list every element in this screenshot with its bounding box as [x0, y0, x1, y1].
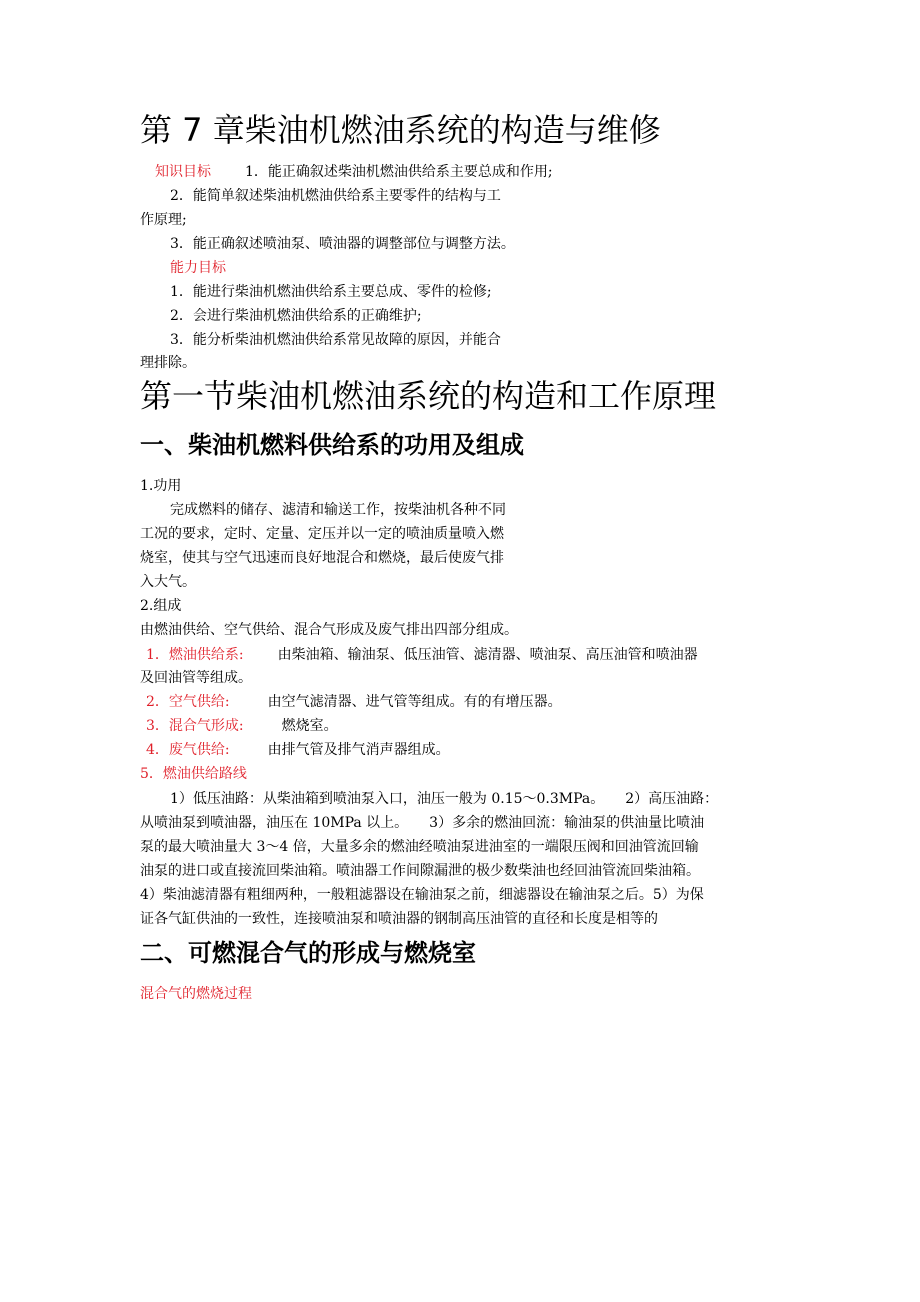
fuel-route-line-5: 4）柴油滤清器有粗细两种，一般粗滤器设在输油泵之前，细滤器设在输油泵之后。5）为保 — [140, 887, 704, 903]
mixture-row — [146, 716, 338, 736]
section-title: 第一节柴油机燃油系统的构造和工作原理 — [140, 377, 717, 415]
function-text-line-4: 入大气。 — [140, 574, 196, 590]
fuel-supply-text: 由柴油箱、输油泵、低压油管、滤清器、喷油泵、高压油管和喷油器 — [277, 647, 698, 663]
ability-goal-item-1: 1．能进行柴油机燃油供给系主要总成、零件的检修; — [170, 284, 492, 300]
air-supply-row — [146, 692, 562, 712]
combustion-process-heading: 混合气的燃烧过程 — [140, 986, 252, 1002]
knowledge-goal-item-3: 3．能正确叙述喷油泵、喷油器的调整部位与调整方法。 — [170, 236, 515, 252]
ability-goal-item-2: 2．会进行柴油机燃油供给系的正确维护; — [170, 308, 422, 324]
function-text-line-1: 完成燃料的储存、滤清和输送工作，按柴油机各种不同 — [170, 502, 506, 518]
exhaust-text: 由排气管及排气消声器组成。 — [267, 742, 450, 758]
function-heading: 1.功用 — [140, 478, 182, 494]
function-text-line-2: 工况的要求，定时、定量、定压并以一定的喷油质量喷入燃 — [140, 526, 504, 542]
mixture-label: 3．混合气形成: — [146, 718, 244, 734]
ability-goal-item-3-cont: 理排除。 — [140, 355, 196, 371]
chapter-title: 第 7 章柴油机燃油系统的构造与维修 — [140, 111, 661, 149]
fuel-route-line-4: 油泵的进口或直接流回柴油箱。喷油器工作间隙漏泄的极少数柴油也经回油管流回柴油箱。 — [140, 863, 700, 879]
knowledge-goal-label: 知识目标 — [155, 164, 211, 180]
fuel-supply-text-cont: 及回油管等组成。 — [140, 670, 252, 686]
subsection-title-2: 二、可燃混合气的形成与燃烧室 — [140, 939, 476, 967]
fuel-supply-label: 1．燃油供给系: — [146, 647, 244, 663]
fuel-route-line-2: 从喷油泵到喷油器，油压在 10MPa 以上。 3）多余的燃油回流：输油泵的供油量比喷油 — [140, 815, 705, 831]
fuel-route-label: 5．燃油供给路线 — [140, 766, 247, 782]
exhaust-row — [146, 740, 450, 760]
function-text-line-3: 烧室，使其与空气迅速而良好地混合和燃烧，最后使废气排 — [140, 550, 504, 566]
fuel-supply-row — [146, 645, 698, 665]
fuel-route-line-1: 1）低压油路：从柴油箱到喷油泵入口，油压一般为 0.15～0.3MPa。 2）高压油路： — [170, 791, 719, 807]
knowledge-goal-item-1: 1．能正确叙述柴油机燃油供给系主要总成和作用; — [245, 164, 553, 180]
ability-goal-label: 能力目标 — [170, 260, 226, 276]
mixture-text: 燃烧室。 — [281, 718, 338, 734]
knowledge-goal-item-2: 2．能简单叙述柴油机燃油供给系主要零件的结构与工 — [170, 188, 501, 204]
fuel-route-line-6: 证各气缸供油的一致性，连接喷油泵和喷油器的钢制高压油管的直径和长度是相等的 — [140, 911, 658, 927]
knowledge-goal-item-2-cont: 作原理; — [140, 212, 187, 228]
air-supply-label: 2．空气供给: — [146, 694, 230, 710]
subsection-title-1: 一、柴油机燃料供给系的功用及组成 — [140, 431, 524, 459]
air-supply-text: 由空气滤清器、进气管等组成。有的有增压器。 — [267, 694, 562, 710]
ability-goal-item-3: 3．能分析柴油机燃油供给系常见故障的原因，并能合 — [170, 332, 501, 348]
fuel-route-line-3: 泵的最大喷油量大 3～4 倍，大量多余的燃油经喷油泵进油室的一端限压阀和回油管流回输 — [140, 839, 699, 855]
composition-intro: 由燃油供给、空气供给、混合气形成及废气排出四部分组成。 — [140, 622, 518, 638]
knowledge-goal-row — [155, 162, 553, 182]
exhaust-label: 4．废气供给: — [146, 742, 230, 758]
composition-heading: 2.组成 — [140, 598, 182, 614]
